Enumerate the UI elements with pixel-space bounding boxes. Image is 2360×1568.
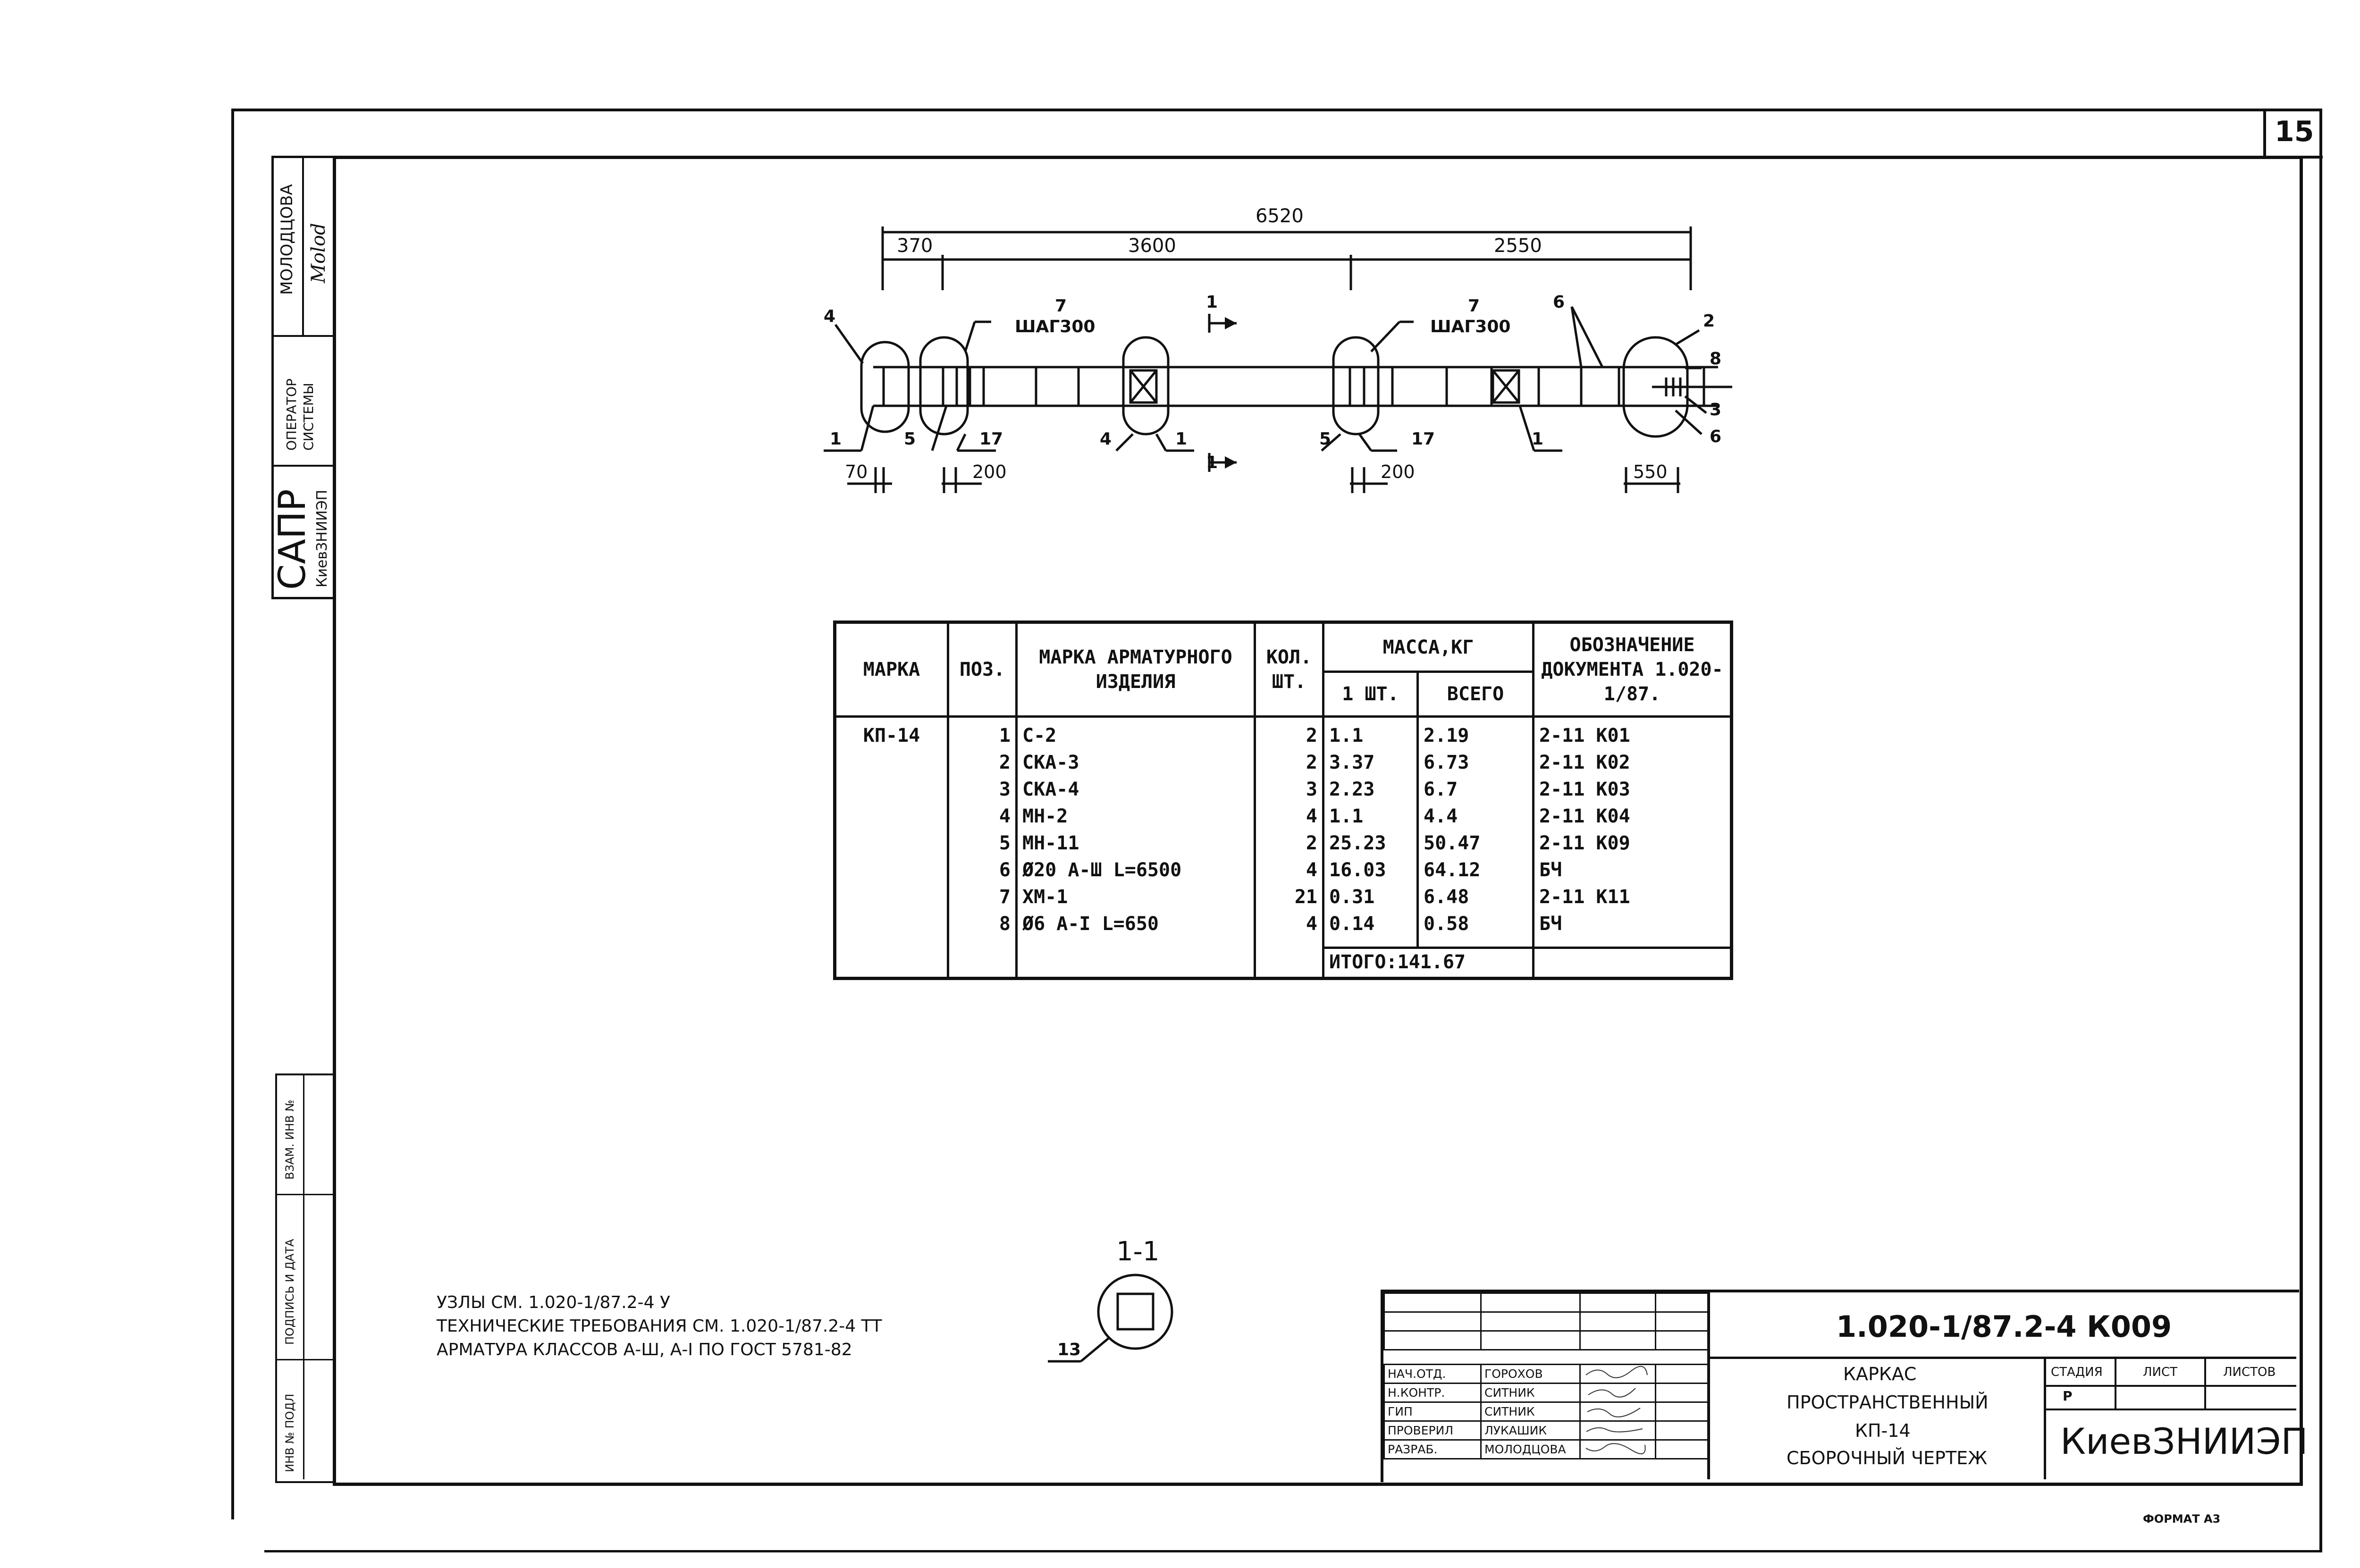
note-line: УЗЛЫ СМ. 1.020-1/87.2-4 У: [437, 1293, 670, 1312]
outer-frame-top: [231, 109, 2322, 111]
table-row-poz: 2: [999, 752, 1011, 773]
empty-cell: [1656, 1421, 1708, 1440]
callout-step-a: ШАГ300: [1015, 317, 1096, 336]
table-row-mass-total: 50.47: [1424, 832, 1481, 854]
dim-seg3: 2550: [1494, 235, 1542, 257]
left-fields-divider: [275, 1359, 333, 1360]
table-row-item: СКА-3: [1022, 752, 1079, 773]
table-row-doc: 2-11 К03: [1539, 779, 1630, 800]
outer-frame-right: [2319, 109, 2322, 1552]
left-strip-divider: [271, 465, 333, 467]
table-row-mass-one: 25.23: [1329, 832, 1386, 854]
person-role: Н.КОНТР.: [1384, 1384, 1481, 1402]
empty-cell: [1580, 1293, 1656, 1312]
person-role: РАЗРАБ.: [1384, 1440, 1481, 1459]
stage-value: Р: [2063, 1388, 2073, 1404]
title-block-divider: [2044, 1357, 2046, 1479]
field-vzam: ВЗАМ. ИНВ №: [283, 1099, 296, 1180]
table-row-qty: 21: [1294, 886, 1317, 908]
empty-cell: [1384, 1293, 1481, 1312]
left-strip-divider: [271, 335, 333, 337]
format-label: ФОРМАТ А3: [2143, 1512, 2221, 1526]
empty-cell: [1656, 1365, 1708, 1384]
table-row-doc: 2-11 К04: [1539, 805, 1630, 827]
table-row-mass-one: 0.14: [1329, 913, 1375, 935]
callout-4b: 4: [1100, 429, 1112, 449]
signature-cell: [1580, 1384, 1656, 1402]
callout-5b: 5: [1319, 429, 1332, 449]
operator-label: ОПЕРАТОР СИСТЕМЫ: [284, 378, 316, 451]
table-row-doc: БЧ: [1539, 859, 1562, 881]
sheet-label: ЛИСТ: [2143, 1365, 2178, 1379]
dim-bottom3: 200: [1381, 461, 1415, 482]
header-izdelie: МАРКА АРМАТУРНОГО ИЗДЕЛИЯ: [1017, 622, 1255, 717]
table-row-qty: 2: [1306, 832, 1317, 854]
table-row-item: МН-2: [1022, 805, 1068, 827]
empty-cell: [1656, 1293, 1708, 1312]
table-row-poz: 8: [999, 913, 1011, 935]
callout-17b: 17: [1411, 429, 1435, 449]
callout-1c: 1: [1532, 429, 1544, 449]
table-row-qty: 4: [1306, 859, 1317, 881]
sapr-label: САПР: [271, 489, 314, 590]
callout-4a: 4: [824, 307, 836, 326]
table-row-doc: 2-11 К01: [1539, 725, 1630, 746]
signature-scribble: [1584, 1441, 1650, 1455]
table-row-qty: 2: [1306, 725, 1317, 746]
header-marka: МАРКА: [835, 622, 948, 717]
table-row-item: СКА-4: [1022, 779, 1079, 800]
table-row-mass-total: 6.48: [1424, 886, 1469, 908]
empty-cell: [1534, 948, 1732, 979]
table-row-item: С-2: [1022, 725, 1057, 746]
header-massa: МАССА,КГ: [1323, 622, 1534, 672]
table-row-doc: 2-11 К09: [1539, 832, 1630, 854]
empty-cell: [1481, 1312, 1580, 1331]
note-line: ТЕХНИЧЕСКИЕ ТРЕБОВАНИЯ СМ. 1.020-1/87.2-4 ТТ: [437, 1316, 882, 1336]
document-code: 1.020-1/87.2-4 К009: [1836, 1309, 2172, 1344]
empty-cell: [1017, 948, 1255, 979]
marka-value: КП-14: [863, 725, 920, 746]
title-line: СБОРОЧНЫЙ ЧЕРТЕЖ: [1787, 1448, 1988, 1468]
section-mark-bottom: 1: [1206, 453, 1218, 472]
empty-cell: [1384, 1312, 1481, 1331]
callout-1a: 1: [830, 429, 842, 449]
callout-6a: 6: [1553, 293, 1565, 312]
table-row-poz: 7: [999, 886, 1011, 908]
signature-scribble: [1584, 1384, 1650, 1399]
title-block-divider: [2115, 1357, 2116, 1409]
person-role: НАЧ.ОТД.: [1384, 1365, 1481, 1384]
callout-3: 3: [1710, 400, 1722, 419]
mass-one-column: [1323, 717, 1418, 948]
poz-column: [948, 717, 1017, 948]
table-row: [1384, 1365, 1708, 1384]
title-block-divider: [1707, 1357, 2296, 1359]
dim-seg1: 370: [897, 235, 933, 257]
doc-column: [1534, 717, 1732, 948]
table-row-item: Ø20 А-Ш L=6500: [1022, 859, 1182, 881]
empty-cell: [835, 948, 948, 979]
author-signature: Molod: [308, 223, 329, 283]
title-block-divider: [2044, 1409, 2296, 1410]
table-row-mass-total: 0.58: [1424, 913, 1469, 935]
person-role: ПРОВЕРИЛ: [1384, 1421, 1481, 1440]
org-name: КиевЗНИИЭП: [2060, 1420, 2308, 1462]
table-row-doc: БЧ: [1539, 913, 1562, 935]
outer-frame-left: [231, 109, 234, 1519]
empty-cell: [1580, 1312, 1656, 1331]
signature-cell: [1580, 1365, 1656, 1384]
signature-scribble: [1584, 1366, 1650, 1380]
table-row-mass-total: 4.4: [1424, 805, 1458, 827]
title-block-divider: [2204, 1357, 2206, 1409]
table-row-qty: 4: [1306, 913, 1317, 935]
empty-cell: [1656, 1312, 1708, 1331]
header-total: ВСЕГО: [1418, 672, 1534, 717]
person-name: ГОРОХОВ: [1481, 1365, 1580, 1384]
dim-bottom4: 550: [1633, 461, 1668, 482]
signature-scribble: [1584, 1422, 1650, 1436]
table-row-mass-total: 64.12: [1424, 859, 1481, 881]
dim-overall: 6520: [1256, 205, 1304, 227]
table-row-poz: 5: [999, 832, 1011, 854]
stage-label: СТАДИЯ: [2051, 1365, 2103, 1379]
table-row-mass-total: 6.73: [1424, 752, 1469, 773]
table-row-mass-one: 2.23: [1329, 779, 1375, 800]
person-name: СИТНИК: [1481, 1384, 1580, 1402]
header-doc: ОБОЗНАЧЕНИЕ ДОКУМЕНТА 1.020-1/87.: [1534, 622, 1732, 717]
table-row: [1384, 1402, 1708, 1421]
header-poz: ПОЗ.: [948, 622, 1017, 717]
table-row-poz: 4: [999, 805, 1011, 827]
signature-cell: [1580, 1402, 1656, 1421]
callout-5a: 5: [904, 429, 916, 449]
qty-column: [1255, 717, 1323, 948]
title-block-divider: [2044, 1385, 2296, 1387]
mass-total-column: [1418, 717, 1534, 948]
table-row-qty: 4: [1306, 805, 1317, 827]
table-row-poz: 3: [999, 779, 1011, 800]
empty-cell: [1656, 1402, 1708, 1421]
sheet-number: 15: [2275, 115, 2314, 148]
field-podpis: ПОДПИСЬ И ДАТА: [283, 1239, 296, 1345]
table-row-poz: 1: [999, 725, 1011, 746]
callout-6b: 6: [1710, 427, 1722, 446]
total-cell: [1323, 948, 1534, 979]
empty-cell: [1656, 1331, 1708, 1350]
stamp-grid-upper: [1383, 1292, 1709, 1350]
table-row-item: Ø6 А-I L=650: [1022, 913, 1159, 935]
callout-step-b: ШАГ300: [1430, 317, 1511, 336]
callout-2: 2: [1703, 311, 1715, 331]
signature-cell: [1580, 1440, 1656, 1459]
table-row-qty: 3: [1306, 779, 1317, 800]
table-row-poz: 6: [999, 859, 1011, 881]
callout-8: 8: [1710, 349, 1722, 369]
title-line: КП-14: [1855, 1420, 1911, 1441]
table-row-qty: 2: [1306, 752, 1317, 773]
empty-cell: [1481, 1293, 1580, 1312]
table-row-mass-total: 2.19: [1424, 725, 1469, 746]
empty-cell: [1481, 1331, 1580, 1350]
marka-cell: [835, 717, 948, 948]
empty-cell: [1255, 948, 1323, 979]
table-row-mass-one: 16.03: [1329, 859, 1386, 881]
item-column: [1017, 717, 1255, 948]
person-name: ЛУКАШИК: [1481, 1421, 1580, 1440]
dim-seg2: 3600: [1128, 235, 1176, 257]
table-row: [1384, 1440, 1708, 1459]
header-kol: КОЛ. ШТ.: [1255, 622, 1323, 717]
table-row-mass-one: 3.37: [1329, 752, 1375, 773]
callout-7b: 7: [1468, 296, 1480, 316]
author-name: МОЛОДЦОВА: [278, 184, 296, 295]
section-title: 1-1: [1116, 1236, 1160, 1267]
note-line: АРМАТУРА КЛАССОВ А-Ш, А-I ПО ГОСТ 5781-82: [437, 1340, 852, 1359]
table-row-item: МН-11: [1022, 832, 1079, 854]
title-line: ПРОСТРАНСТВЕННЫЙ: [1787, 1392, 1989, 1413]
callout-17a: 17: [979, 429, 1003, 449]
empty-cell: [1580, 1331, 1656, 1350]
empty-cell: [948, 948, 1017, 979]
total-value: ИТОГО:141.67: [1329, 951, 1466, 973]
outer-frame-bottom: [264, 1550, 2322, 1552]
signature-scribble: [1584, 1403, 1650, 1417]
person-name: МОЛОДЦОВА: [1481, 1440, 1580, 1459]
left-fields-divider: [303, 1073, 304, 1479]
people-table: [1383, 1364, 1709, 1459]
empty-cell: [1384, 1331, 1481, 1350]
person-role: ГИП: [1384, 1402, 1481, 1421]
sheets-label: ЛИСТОВ: [2223, 1365, 2276, 1379]
dim-bottom2: 200: [972, 461, 1007, 482]
table-row-mass-one: 0.31: [1329, 886, 1375, 908]
table-row-item: ХМ-1: [1022, 886, 1068, 908]
header-one: 1 ШТ.: [1323, 672, 1418, 717]
org-small-label: КиевЗНИИЭП: [314, 489, 330, 587]
table-row: [1384, 1421, 1708, 1440]
table-row-mass-one: 1.1: [1329, 725, 1364, 746]
left-fields-divider: [275, 1194, 333, 1195]
left-strip-divider: [302, 156, 304, 335]
signature-cell: [1580, 1421, 1656, 1440]
section-mark-top: 1: [1206, 293, 1218, 312]
callout-7a: 7: [1055, 296, 1067, 316]
person-name: СИТНИК: [1481, 1402, 1580, 1421]
table-row-mass-total: 6.7: [1424, 779, 1458, 800]
table-row-doc: 2-11 К11: [1539, 886, 1630, 908]
table-row-doc: 2-11 К02: [1539, 752, 1630, 773]
sheet-number-box: [2263, 109, 2323, 159]
specification-table: [833, 620, 1733, 980]
table-row: [1384, 1384, 1708, 1402]
field-inv: ИНВ № ПОДЛ: [283, 1393, 296, 1472]
dim-bottom1: 70: [845, 461, 868, 482]
section-pos: 13: [1057, 1340, 1081, 1359]
table-row-mass-one: 1.1: [1329, 805, 1364, 827]
callout-1b: 1: [1175, 429, 1188, 449]
empty-cell: [1656, 1384, 1708, 1402]
title-line: КАРКАС: [1843, 1364, 1917, 1384]
empty-cell: [1656, 1440, 1708, 1459]
